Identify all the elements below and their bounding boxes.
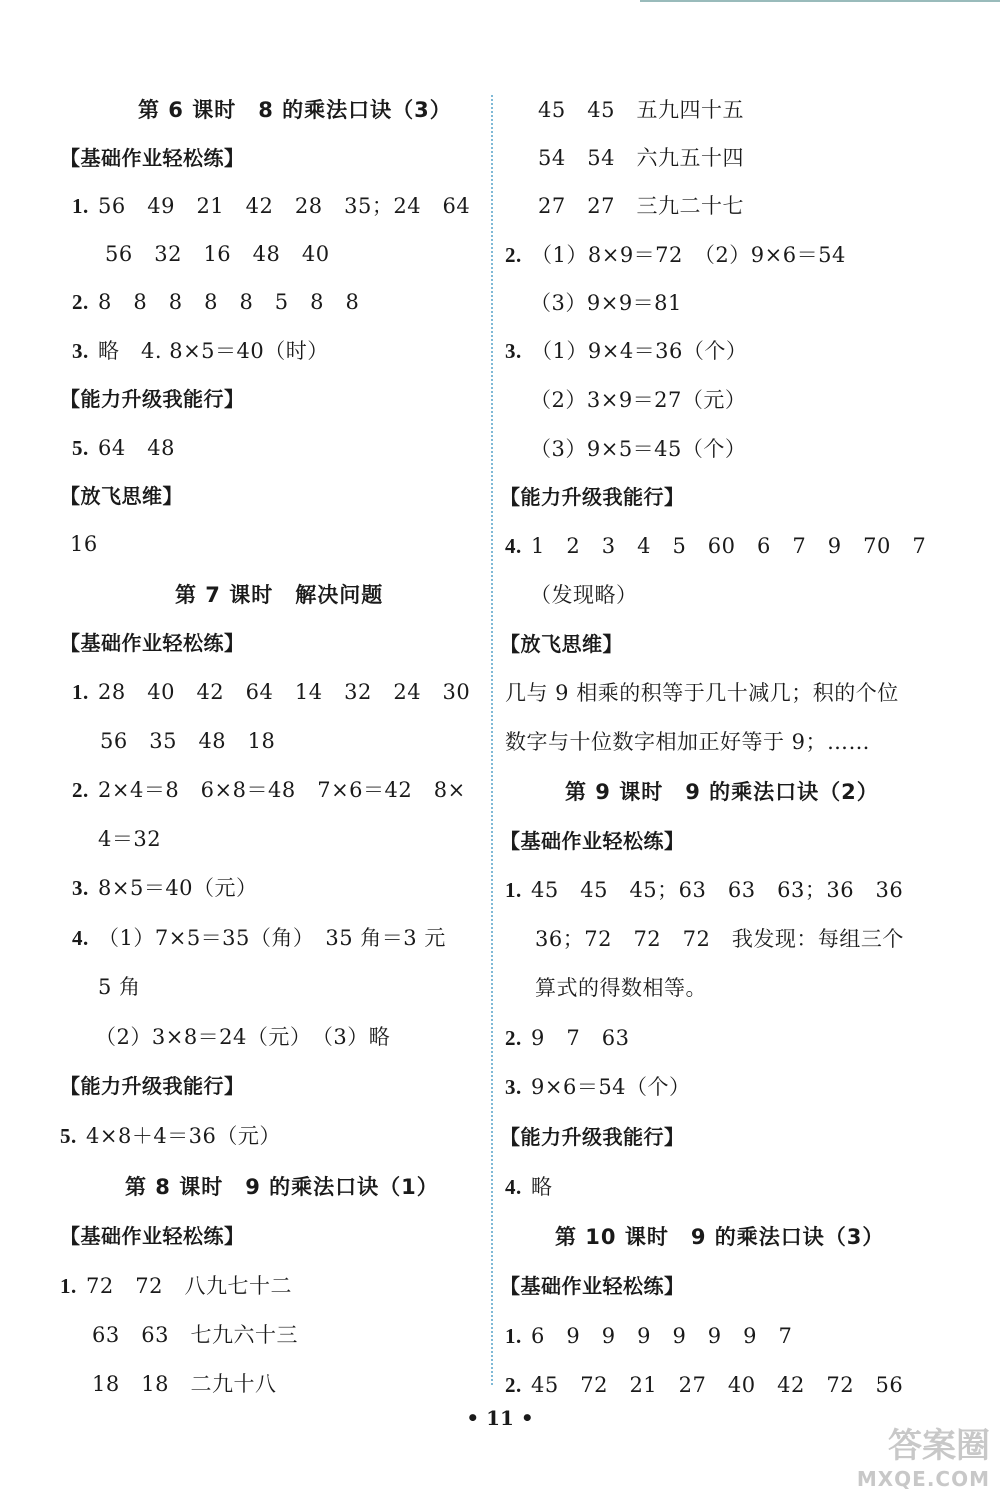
line-text: 【基础作业轻松练】 <box>60 146 245 170</box>
line-text: 第 9 课时 9 的乘法口诀（2） <box>565 780 879 804</box>
line-text: 第 8 课时 9 的乘法口诀（1） <box>125 1175 439 1199</box>
line-text: 18 18 二九十八 <box>92 1372 277 1396</box>
answer-line <box>72 923 446 953</box>
answer-line <box>535 973 707 1003</box>
question-number: 3. <box>505 339 522 363</box>
column-divider <box>491 95 493 1385</box>
line-text: 略 <box>531 1175 553 1199</box>
question-number: 2. <box>505 1373 522 1397</box>
line-text: 【能力升级我能行】 <box>60 1074 245 1098</box>
answer-line <box>98 824 161 854</box>
line-text: 36；72 72 72 我发现：每组三个 <box>535 927 904 951</box>
line-text: 72 72 八九七十二 <box>86 1274 292 1298</box>
answer-line <box>505 1172 553 1202</box>
answer-line <box>72 191 470 221</box>
answer-line <box>530 434 746 464</box>
question-number: 1. <box>72 680 89 704</box>
question-number: 1. <box>505 1324 522 1348</box>
answer-line <box>72 873 258 903</box>
line-text: 56 35 48 18 <box>100 729 276 753</box>
line-text: 45 72 21 27 40 42 72 56 <box>531 1373 904 1397</box>
line-text: 63 63 七九六十三 <box>92 1323 298 1347</box>
line-text: （2）3×9＝27（元） <box>530 388 747 412</box>
answer-line <box>505 1023 629 1053</box>
section-heading <box>60 1221 245 1251</box>
line-text: 56 32 16 48 40 <box>105 242 330 266</box>
section-heading <box>500 629 623 659</box>
line-text: 【基础作业轻松练】 <box>60 631 245 655</box>
line-text: 数字与十位数字相加正好等于 9；…… <box>505 730 871 754</box>
line-text: 【基础作业轻松练】 <box>500 829 685 853</box>
answer-line <box>530 288 682 318</box>
line-text: （2）3×8＝24（元） （3）略 <box>95 1025 391 1049</box>
question-number: 3. <box>72 876 89 900</box>
line-text: 【基础作业轻松练】 <box>60 1224 245 1248</box>
answer-line <box>505 1321 792 1351</box>
answer-line <box>98 972 141 1002</box>
section-heading <box>60 628 245 658</box>
section-heading <box>500 1122 685 1152</box>
answer-line <box>505 240 846 270</box>
answer-line <box>505 875 903 905</box>
answer-line <box>100 726 275 756</box>
line-text: 16 <box>70 532 98 556</box>
answer-line <box>72 677 470 707</box>
question-number: 1. <box>60 1274 77 1298</box>
section-heading <box>500 826 685 856</box>
line-text: （1）8×9＝72 （2）9×6＝54 <box>531 243 846 267</box>
section-heading <box>500 1271 685 1301</box>
line-text: 8 8 8 8 8 5 8 8 <box>98 290 360 314</box>
question-number: 3. <box>505 1075 522 1099</box>
lesson-title <box>565 777 879 807</box>
answer-line <box>105 239 330 269</box>
line-text: 9 7 63 <box>531 1026 630 1050</box>
question-number: 4. <box>72 926 89 950</box>
line-text: 8×5＝40（元） <box>98 876 258 900</box>
answer-line <box>530 385 746 415</box>
answer-line <box>60 1121 281 1151</box>
line-text: 第 6 课时 8 的乘法口诀（3） <box>138 98 452 122</box>
line-text: 27 27 三九二十七 <box>538 194 744 218</box>
answer-line <box>538 95 744 125</box>
lesson-title <box>555 1222 884 1252</box>
answer-line <box>95 1022 390 1052</box>
line-text: 6 9 9 9 9 9 9 7 <box>531 1324 793 1348</box>
line-text: 9×6＝54（个） <box>531 1075 691 1099</box>
answer-line <box>72 433 175 463</box>
answer-line <box>92 1320 298 1350</box>
section-heading <box>60 384 245 414</box>
answer-line <box>72 336 329 366</box>
answer-line <box>70 529 98 559</box>
line-text: 几与 9 相乘的积等于几十减几；积的个位 <box>505 681 899 705</box>
page-number: • 11 • <box>466 1406 534 1430</box>
question-number: 4. <box>505 534 522 558</box>
answer-line <box>505 336 747 366</box>
answer-line <box>505 727 870 757</box>
section-heading <box>60 1071 245 1101</box>
line-text: 【放飞思维】 <box>500 632 623 656</box>
top-rule <box>640 0 1000 2</box>
lesson-title <box>138 95 452 125</box>
line-text: 5 角 <box>98 975 141 999</box>
line-text: 【基础作业轻松练】 <box>500 1274 685 1298</box>
line-text: （3）9×5＝45（个） <box>530 437 747 461</box>
question-number: 2. <box>72 290 89 314</box>
line-text: 第 10 课时 9 的乘法口诀（3） <box>555 1225 885 1249</box>
line-text: （3）9×9＝81 <box>530 291 682 315</box>
answer-line <box>535 924 904 954</box>
line-text: 4＝32 <box>98 827 162 851</box>
line-text: 略 4. 8×5＝40（时） <box>98 339 329 363</box>
line-text: 56 49 21 42 28 35；24 64 <box>98 194 471 218</box>
line-text: （1）7×5＝35（角） 35 角＝3 元 <box>98 926 446 950</box>
line-text: 【能力升级我能行】 <box>500 1125 685 1149</box>
question-number: 2. <box>72 778 89 802</box>
line-text: 45 45 45；63 63 63；36 36 <box>531 878 904 902</box>
section-heading <box>60 481 183 511</box>
watermark-logo: 答案圈 MXQE.COM <box>856 1426 990 1491</box>
answer-line <box>538 143 744 173</box>
question-number: 4. <box>505 1175 522 1199</box>
question-number: 2. <box>505 243 522 267</box>
line-text: 54 54 六九五十四 <box>538 146 744 170</box>
answer-line <box>505 1370 903 1400</box>
line-text: 4×8＋4＝36（元） <box>86 1124 281 1148</box>
line-text: 64 48 <box>98 436 175 460</box>
line-text: 算式的得数相等。 <box>535 976 707 1000</box>
line-text: （发现略） <box>530 583 638 607</box>
answer-line <box>530 580 638 610</box>
answer-line <box>92 1369 276 1399</box>
answer-line <box>72 287 359 317</box>
question-number: 3. <box>72 339 89 363</box>
line-text: 1 2 3 4 5 60 6 7 9 70 7 <box>531 534 927 558</box>
line-text: 【能力升级我能行】 <box>500 485 685 509</box>
answer-line <box>72 775 466 805</box>
question-number: 2. <box>505 1026 522 1050</box>
section-heading <box>60 143 245 173</box>
question-number: 1. <box>72 194 89 218</box>
lesson-title <box>125 1172 439 1202</box>
section-heading <box>500 482 685 512</box>
line-text: 28 40 42 64 14 32 24 30 <box>98 680 471 704</box>
question-number: 1. <box>505 878 522 902</box>
line-text: 2×4＝8 6×8＝48 7×6＝42 8× <box>98 778 466 802</box>
answer-line <box>60 1271 292 1301</box>
question-number: 5. <box>60 1124 77 1148</box>
answer-line <box>505 1072 691 1102</box>
line-text: 【放飞思维】 <box>60 484 183 508</box>
answer-line <box>505 678 899 708</box>
line-text: 45 45 五九四十五 <box>538 98 744 122</box>
question-number: 5. <box>72 436 89 460</box>
answer-line <box>505 531 926 561</box>
answer-line <box>538 191 744 221</box>
line-text: 第 7 课时 解决问题 <box>175 583 384 607</box>
line-text: 【能力升级我能行】 <box>60 387 245 411</box>
lesson-title <box>175 580 383 610</box>
line-text: （1）9×4＝36（个） <box>531 339 748 363</box>
